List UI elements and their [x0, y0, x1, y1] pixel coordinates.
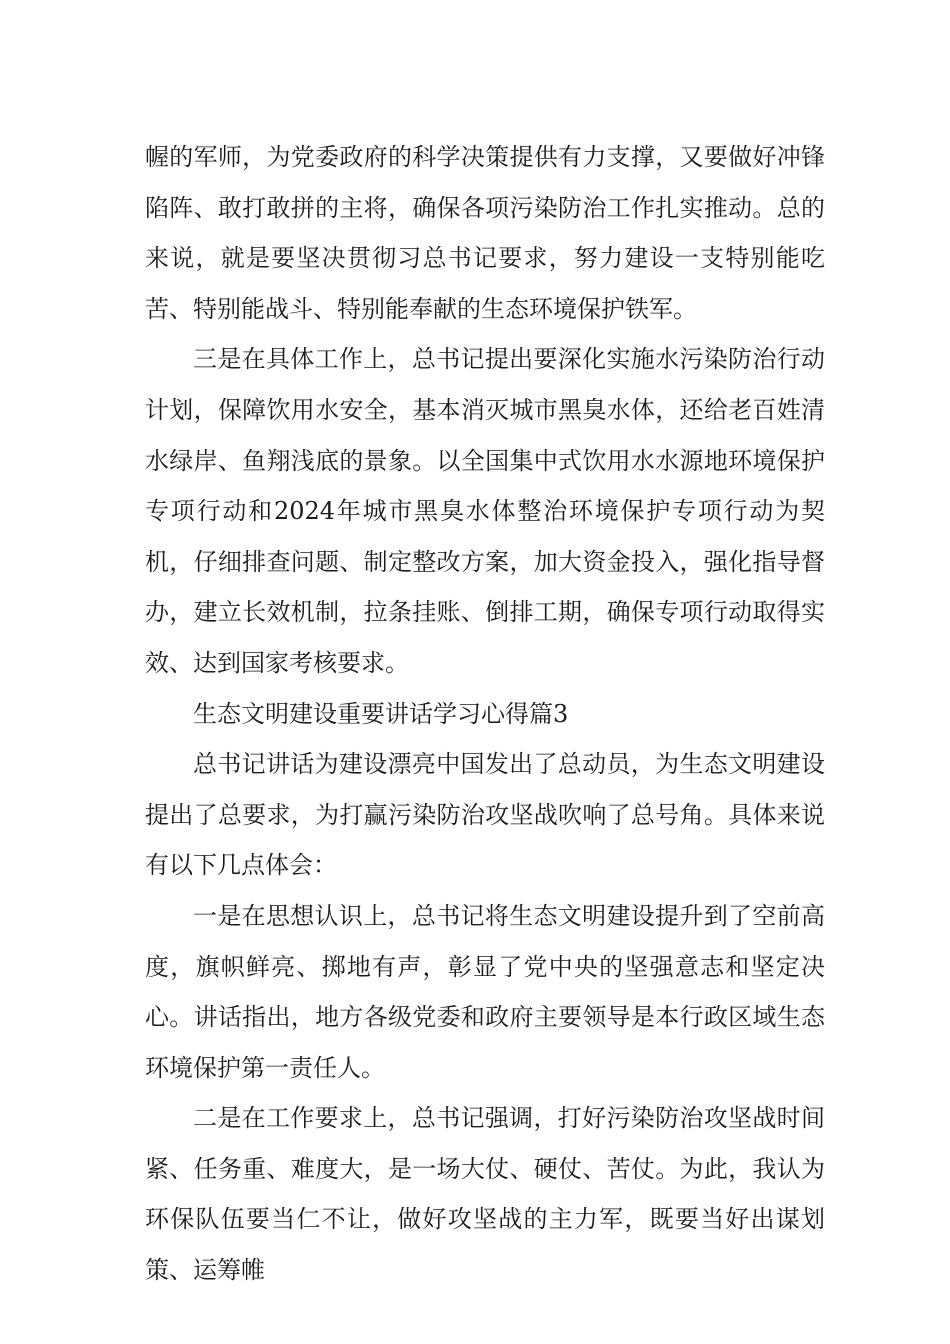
paragraph-requirements: 二是在工作要求上，总书记强调，打好污染防治攻坚战时间紧、任务重、难度大，是一场大仗、硬仗、苦仗。为此，我认为环保队伍要当仁不让，做好攻坚战的主力军，既要当好出谋划策、运筹帷 — [145, 1104, 825, 1285]
paragraph-specific-work: 三是在具体工作上，总书记提出要深化实施水污染防治行动计划，保障饮用水安全，基本消灭城市黑臭水体，还给老百姓清水绿岸、鱼翔浅底的景象。以全国集中式饮用水水源地环境保护专项行动和2024年城市黑臭水体整治环境保护专项行动为契机，仔细排查问题、制定整改方案，加大资金投入，强化指导督办，建立长效机制，拉条挂账、倒排工期，确保专项行动取得实效、达到国家考核要求。 — [145, 345, 825, 677]
paragraph-thinking: 一是在思想认识上，总书记将生态文明建设提升到了空前高度，旗帜鲜亮、掷地有声，彰显了党中央的坚强意志和坚定决心。讲话指出，地方各级党委和政府主要领导是本行政区域生态环境保护第一责任人。 — [145, 901, 825, 1082]
section-heading: 生态文明建设重要讲话学习心得篇3 — [193, 699, 569, 728]
paragraph-intro: 总书记讲话为建设漂亮中国发出了总动员，为生态文明建设提出了总要求，为打赢污染防治攻坚战吹响了总号角。具体来说有以下几点体会： — [145, 750, 825, 880]
document-body — [145, 132, 825, 1296]
paragraph-continuation: 幄的军师，为党委政府的科学决策提供有力支撑，又要做好冲锋陷阵、敢打敢拼的主将，确保各项污染防治工作扎实推动。总的来说，就是要坚决贯彻习总书记要求，努力建设一支特别能吃苦、特别能战斗、特别能奉献的生态环境保护铁军。 — [145, 143, 825, 323]
